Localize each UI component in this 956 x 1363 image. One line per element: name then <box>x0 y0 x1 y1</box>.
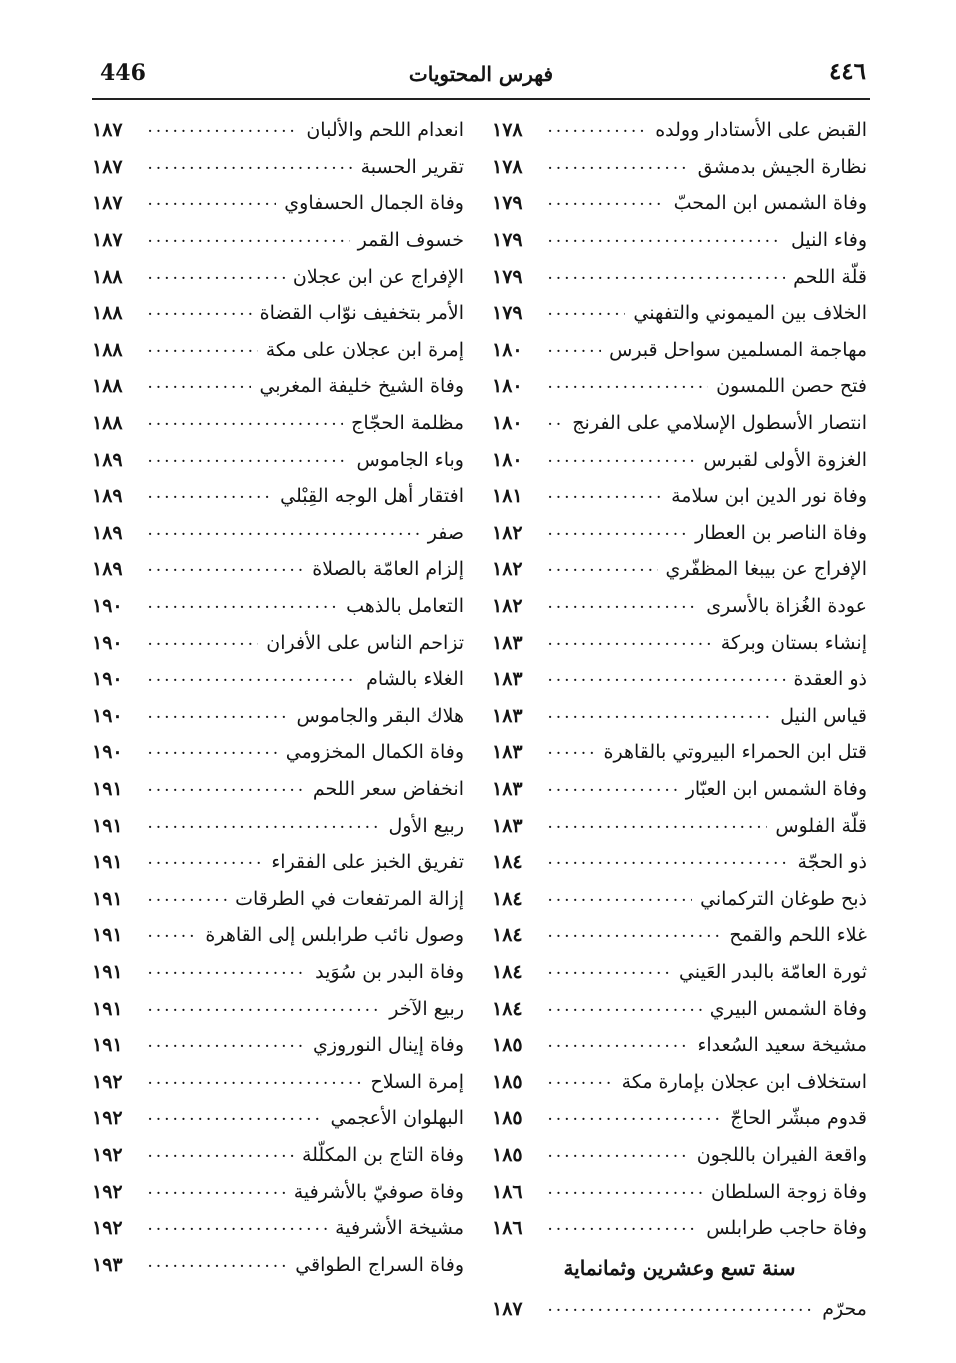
entry-title: وفاة الشمس ابن العبّار <box>685 777 867 800</box>
toc-entry <box>492 1173 867 1210</box>
entry-page-number: ١٨٤ <box>492 997 523 1020</box>
toc-entry <box>92 661 464 698</box>
entry-page-number: ١٨٨ <box>92 375 123 398</box>
dot-leader <box>548 1298 814 1320</box>
dot-leader <box>548 1181 703 1203</box>
entry-title: القبض على الأستادار وولده <box>655 119 867 142</box>
entry-page-number: ١٩٢ <box>92 1180 123 1203</box>
dot-leader <box>548 741 596 763</box>
entry-title: التعامل بالذهب <box>346 595 464 618</box>
toc-entry <box>92 844 464 881</box>
dot-leader <box>148 632 258 654</box>
toc-entry <box>92 1137 464 1174</box>
toc-entry <box>92 1173 464 1210</box>
entry-title: الخلاف بين الميموني والتفهني <box>633 302 867 325</box>
entry-page-number: ١٨٤ <box>492 851 523 874</box>
dot-leader <box>548 924 721 946</box>
entry-title: وفاة الكمال المخزومي <box>285 741 464 764</box>
toc-entry <box>92 185 464 222</box>
entry-page-number: ١٩١ <box>92 814 123 837</box>
dot-leader <box>148 998 381 1020</box>
toc-entry <box>492 917 867 954</box>
entry-title: الغزوة الأولى لقبرس <box>703 448 867 471</box>
toc-entry <box>492 515 867 552</box>
toc-entry <box>92 515 464 552</box>
entry-page-number: ١٩١ <box>92 887 123 910</box>
entry-page-number: ١٩٢ <box>92 1070 123 1093</box>
toc-entry <box>492 807 867 844</box>
dot-leader <box>148 412 343 434</box>
dot-leader <box>148 1071 362 1093</box>
entry-title: الغلاء بالشام <box>366 668 464 691</box>
toc-entry <box>492 112 867 149</box>
toc-entry <box>492 771 867 808</box>
toc-entry <box>92 258 464 295</box>
dot-leader <box>548 522 687 544</box>
entry-title: وفاة إينال النوروزي <box>313 1034 464 1057</box>
entry-title: ثورة العامّة بالبدر العَيني <box>678 960 867 983</box>
dot-leader <box>148 1217 327 1239</box>
entry-page-number: ١٨٠ <box>492 412 523 435</box>
dot-leader <box>548 412 564 434</box>
entry-title: وفاة نور الدين ابن سلامة <box>671 485 867 508</box>
entry-title: فتح حصن اللمسون <box>716 375 867 398</box>
entry-title: قياس النيل <box>780 704 867 727</box>
entry-page-number: ١٧٩ <box>492 265 523 288</box>
dot-leader <box>148 888 227 910</box>
dot-leader <box>548 192 666 214</box>
entry-page-number: ١٧٨ <box>492 119 523 142</box>
dot-leader <box>148 668 358 690</box>
dot-leader <box>548 668 786 690</box>
toc-entry <box>92 734 464 771</box>
entry-title: وفاة الجمال الحسفاوي <box>284 192 464 215</box>
dot-leader <box>148 1144 294 1166</box>
dot-leader <box>148 449 348 471</box>
dot-leader <box>148 1254 287 1276</box>
entry-title: قتل ابن الحمراء البيروتي بالقاهرة <box>603 741 867 764</box>
entry-page-number: ١٧٨ <box>492 155 523 178</box>
toc-entry <box>92 1210 464 1247</box>
entry-title: إزالة المرتفعات في الطرقات <box>235 887 464 910</box>
entry-title: وفاة زوجة السلطان <box>711 1180 867 1203</box>
dot-leader <box>548 229 783 251</box>
entry-page-number: ١٨٠ <box>492 448 523 471</box>
toc-entry <box>92 588 464 625</box>
dot-leader <box>548 1034 689 1056</box>
entry-page-number: ١٩٢ <box>92 1217 123 1240</box>
dot-leader <box>148 815 381 837</box>
entry-page-number: ١٨٥ <box>492 1034 523 1057</box>
entry-title: وفاة الشيخ خليفة المغربي <box>259 375 464 398</box>
entry-page-number: ١٨٨ <box>92 302 123 325</box>
entry-page-number: ١٩٢ <box>92 1107 123 1130</box>
dot-leader <box>148 851 263 873</box>
toc-entry <box>92 405 464 442</box>
toc-entry <box>492 698 867 735</box>
toc-entry <box>492 258 867 295</box>
entry-title: الإفراج عن بيبغا المظفّري <box>665 558 867 581</box>
entry-title: ذو العقدة <box>793 668 867 691</box>
toc-entry <box>492 1063 867 1100</box>
entry-page-number: ١٨٣ <box>492 704 523 727</box>
entry-page-number: ١٨٣ <box>492 814 523 837</box>
toc-entry <box>492 880 867 917</box>
dot-leader <box>148 266 285 288</box>
toc-entry <box>92 441 464 478</box>
toc-entry <box>92 990 464 1027</box>
dot-leader <box>148 192 276 214</box>
entry-title: إلزام العامّة بالصلاة <box>312 558 464 581</box>
entry-page-number: ١٩٠ <box>92 631 123 654</box>
entry-page-number: ١٨٧ <box>92 192 123 215</box>
dot-leader <box>148 705 289 727</box>
entry-title: وفاة الشمس ابن المحبّ <box>673 192 867 215</box>
dot-leader <box>148 1034 305 1056</box>
toc-entry <box>92 698 464 735</box>
entry-title: وفاة الناصر بن العطار <box>695 521 867 544</box>
dot-leader <box>548 266 785 288</box>
entry-page-number: ١٧٩ <box>492 302 523 325</box>
entry-title: تفريق الخبز على الفقراء <box>271 851 464 874</box>
entry-title: ربيع الآخر <box>389 997 464 1020</box>
entry-title: ربيع الأول <box>388 814 464 837</box>
dot-leader <box>548 632 713 654</box>
toc-entry <box>492 551 867 588</box>
entry-title: مهاجمة المسلمين سواحل قبرس <box>609 338 867 361</box>
dot-leader <box>148 595 338 617</box>
entry-page-number: ١٨٦ <box>492 1217 523 1240</box>
entry-title: الأمر بتخفيف نوّاب القضاة <box>259 302 464 325</box>
toc-entry <box>92 917 464 954</box>
dot-leader <box>548 851 790 873</box>
toc-entry <box>492 734 867 771</box>
toc-entry <box>92 368 464 405</box>
toc-entry <box>92 624 464 661</box>
entry-page-number: ١٩٠ <box>92 704 123 727</box>
page-title: فهرس المحتويات <box>408 62 554 86</box>
entry-title: انتصار الأسطول الإسلامي على الفرنج <box>572 412 867 435</box>
entry-page-number: ١٩١ <box>92 851 123 874</box>
toc-entry <box>492 661 867 698</box>
entry-page-number: ١٨٣ <box>492 668 523 691</box>
toc-entry <box>492 1210 867 1247</box>
toc-entry <box>92 295 464 332</box>
toc-right-column <box>492 112 867 1327</box>
entry-title: ذبح طوغان التركماني <box>700 887 867 910</box>
dot-leader <box>548 1144 689 1166</box>
toc-entry <box>492 222 867 259</box>
dot-leader <box>148 119 298 141</box>
entry-page-number: ١٨٩ <box>92 521 123 544</box>
toc-entry <box>92 1100 464 1137</box>
entry-title: تزاحم الناس على الأفران <box>266 631 464 654</box>
entry-page-number: ١٨٧ <box>492 1297 523 1320</box>
entry-page-number: ١٨٣ <box>492 631 523 654</box>
entry-page-number: ١٨٤ <box>492 887 523 910</box>
entry-title: استخلاف ابن عجلان بإمارة مكة <box>621 1070 867 1093</box>
entry-title: انعدام اللحم والألبان <box>306 119 464 142</box>
entry-title: تقرير الحسبة <box>360 155 464 178</box>
entry-title: غلاء اللحم والقمح <box>729 924 867 947</box>
toc-entry <box>492 588 867 625</box>
entry-title: افتقار أهل الوجه القِبْلي <box>280 485 464 508</box>
dot-leader <box>148 485 272 507</box>
dot-leader <box>148 558 304 580</box>
dot-leader <box>148 302 252 324</box>
entry-page-number: ١٨٧ <box>92 119 123 142</box>
dot-leader <box>148 961 307 983</box>
dot-leader <box>548 375 708 397</box>
entry-page-number: ١٨٢ <box>492 595 523 618</box>
year-section-heading: سنة تسع وعشرين وثمانماية <box>563 1256 796 1281</box>
toc-entry <box>92 880 464 917</box>
entry-page-number: ١٨١ <box>492 485 523 508</box>
toc-entry <box>492 295 867 332</box>
entry-page-number: ١٩١ <box>92 960 123 983</box>
entry-title: مشيخة الأشرفية <box>335 1217 464 1240</box>
toc-entry <box>492 954 867 991</box>
entry-title: هلاك البقر والجاموس <box>296 704 464 727</box>
toc-entry <box>492 1137 867 1174</box>
entry-page-number: ١٩١ <box>92 997 123 1020</box>
entry-page-number: ١٩١ <box>92 924 123 947</box>
page-header <box>92 58 870 98</box>
entry-title: إمرة ابن عجلان على مكة <box>265 338 464 361</box>
entry-page-number: ١٨٩ <box>92 448 123 471</box>
entry-page-number: ١٨٣ <box>492 741 523 764</box>
toc-entry <box>492 1290 867 1327</box>
dot-leader <box>548 778 678 800</box>
toc-entry <box>92 332 464 369</box>
entry-title: وصول نائب طرابلس إلى القاهرة <box>205 924 464 947</box>
toc-entry <box>92 1027 464 1064</box>
entry-page-number: ١٩٠ <box>92 741 123 764</box>
toc-entry <box>492 844 867 881</box>
dot-leader <box>548 705 772 727</box>
dot-leader <box>148 1107 323 1129</box>
entry-title: إمرة السلاح <box>370 1070 464 1093</box>
dot-leader <box>548 961 671 983</box>
entry-title: واقعة الفيران باللجون <box>696 1143 867 1166</box>
entry-page-number: ١٨٣ <box>492 777 523 800</box>
toc-entry <box>492 149 867 186</box>
entry-page-number: ١٩٠ <box>92 668 123 691</box>
entry-page-number: ١٨٧ <box>92 155 123 178</box>
toc-entry <box>492 1100 867 1137</box>
toc-entry <box>492 441 867 478</box>
toc-entry <box>92 478 464 515</box>
toc-entry <box>492 1027 867 1064</box>
toc-entry <box>92 1246 464 1283</box>
dot-leader <box>148 1181 286 1203</box>
toc-left-column <box>92 112 464 1283</box>
dot-leader <box>548 156 690 178</box>
entry-page-number: ١٨٥ <box>492 1107 523 1130</box>
dot-leader <box>548 888 692 910</box>
toc-entry <box>492 624 867 661</box>
dot-leader <box>548 595 698 617</box>
dot-leader <box>148 375 251 397</box>
entry-title: الإفراج عن ابن عجلان <box>292 265 464 288</box>
dot-leader <box>548 558 658 580</box>
entry-page-number: ١٩١ <box>92 777 123 800</box>
dot-leader <box>148 778 305 800</box>
entry-title: خسوف القمر <box>357 229 464 252</box>
entry-page-number: ١٨٢ <box>492 521 523 544</box>
entry-page-number: ١٨٨ <box>92 338 123 361</box>
dot-leader <box>548 302 625 324</box>
entry-page-number: ١٨٧ <box>92 229 123 252</box>
page-number-latin: 446 <box>100 60 146 86</box>
entry-page-number: ١٧٩ <box>492 192 523 215</box>
dot-leader <box>548 119 647 141</box>
toc-entry <box>92 807 464 844</box>
dot-leader <box>548 815 767 837</box>
toc-entry <box>92 551 464 588</box>
dot-leader <box>548 1107 722 1129</box>
entry-page-number: ١٨٢ <box>492 558 523 581</box>
entry-title: وفاة البدر بن سُوَيد <box>315 960 464 983</box>
entry-title: عودة الغُزاة بالأسرى <box>706 595 867 618</box>
entry-page-number: ١٨٥ <box>492 1070 523 1093</box>
entry-page-number: ١٨٤ <box>492 960 523 983</box>
entry-title: قلّة الفلوس <box>775 814 867 837</box>
toc-entry <box>492 405 867 442</box>
entry-page-number: ١٨٨ <box>92 412 123 435</box>
entry-title: محرّم <box>822 1297 867 1320</box>
entry-page-number: ١٨٦ <box>492 1180 523 1203</box>
entry-title: قدوم مبشّر الحاجّ <box>730 1107 867 1130</box>
toc-entry <box>492 990 867 1027</box>
dot-leader <box>148 229 350 251</box>
toc-entry <box>492 368 867 405</box>
dot-leader <box>148 741 278 763</box>
entry-page-number: ١٨٠ <box>492 338 523 361</box>
dot-leader <box>548 998 702 1020</box>
entry-title: وفاة التاج بن المكلّلة <box>301 1143 464 1166</box>
dot-leader <box>148 522 420 544</box>
toc-entry <box>92 222 464 259</box>
entry-title: نظارة الجيش بدمشق <box>697 155 867 178</box>
entry-page-number: ١٩١ <box>92 1034 123 1057</box>
dot-leader <box>148 156 353 178</box>
entry-title: وفاة صوفيّ بالأشرفية <box>293 1180 464 1203</box>
entry-title: وباء الجاموس <box>356 448 464 471</box>
toc-entry <box>92 954 464 991</box>
entry-page-number: ١٩٠ <box>92 595 123 618</box>
entry-title: مظلمة الحجّاج <box>351 412 464 435</box>
entry-page-number: ١٨٤ <box>492 924 523 947</box>
entry-page-number: ١٨٨ <box>92 265 123 288</box>
entry-page-number: ١٨٥ <box>492 1143 523 1166</box>
toc-entry <box>492 332 867 369</box>
entry-title: قلّة اللحم <box>793 265 867 288</box>
entry-title: انخفاض سعر اللحم <box>312 777 464 800</box>
dot-leader <box>548 485 663 507</box>
toc-entry <box>92 1063 464 1100</box>
entry-title: مشيخة سعيد السُعداء <box>697 1034 867 1057</box>
entry-title: وفاة الشمس البيري <box>709 997 867 1020</box>
entry-page-number: ١٩٢ <box>92 1143 123 1166</box>
entry-title: وفاء النيل <box>791 229 867 252</box>
toc-entry <box>92 149 464 186</box>
toc-entry <box>92 771 464 808</box>
dot-leader <box>548 1217 698 1239</box>
toc-entry <box>492 478 867 515</box>
dot-leader <box>548 449 695 471</box>
entry-page-number: ١٧٩ <box>492 229 523 252</box>
entry-title: البهلوان الأعجمي <box>330 1107 464 1130</box>
entry-title: صفر <box>427 521 464 544</box>
toc-entry <box>492 185 867 222</box>
header-rule <box>92 98 870 100</box>
entry-page-number: ١٨٩ <box>92 485 123 508</box>
page-number-arabic: ٤٤٦ <box>828 58 866 85</box>
dot-leader <box>148 924 197 946</box>
dot-leader <box>148 339 258 361</box>
entry-page-number: ١٨٠ <box>492 375 523 398</box>
entry-title: وفاة السراج الطواقي <box>295 1253 464 1276</box>
entry-page-number: ١٨٩ <box>92 558 123 581</box>
toc-entry <box>92 112 464 149</box>
entry-title: إنشاء بستان وبركة <box>720 631 867 654</box>
dot-leader <box>548 1071 614 1093</box>
dot-leader <box>548 339 601 361</box>
entry-title: وفاة حاجب طرابلس <box>706 1217 867 1240</box>
entry-title: ذو الحجّة <box>797 851 867 874</box>
entry-page-number: ١٩٣ <box>92 1253 123 1276</box>
